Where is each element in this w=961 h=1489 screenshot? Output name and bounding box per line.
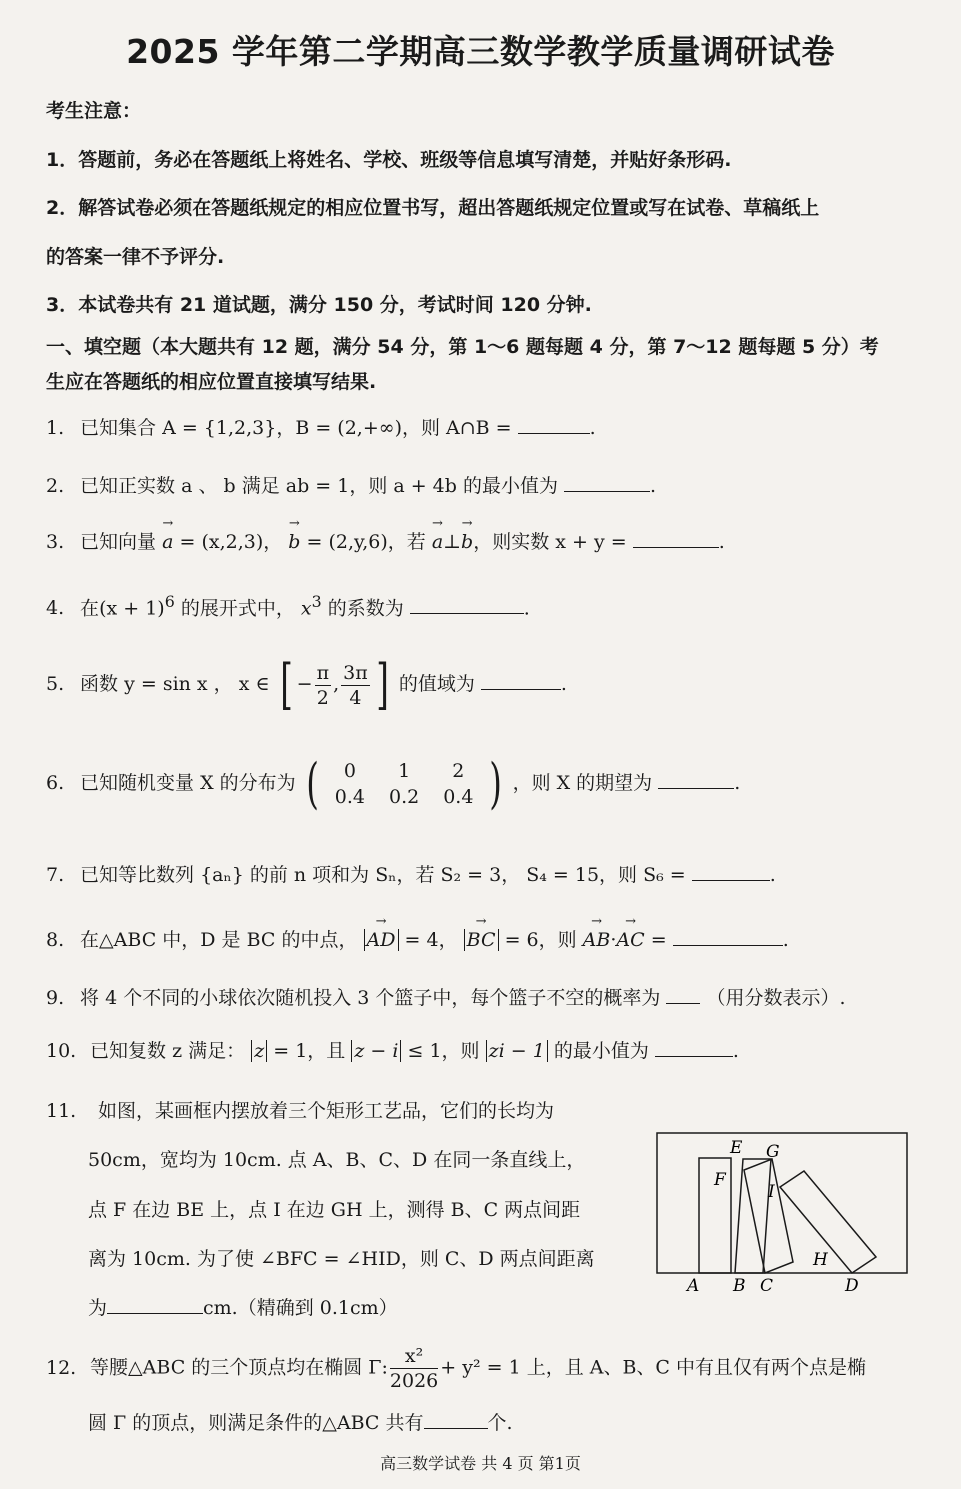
question-6: 6. 已知随机变量 X 的分布为 ( 0 1 2 0.4 0.2 0.4 ) ，则 X 的期望为 . [46, 752, 741, 815]
question-number: 11. [46, 1100, 77, 1122]
answer-blank[interactable] [655, 1038, 733, 1057]
fraction: $\frac{\pi}{2}$ [316, 661, 330, 709]
rectangle-3 [744, 1159, 793, 1273]
answer-blank[interactable] [424, 1410, 488, 1429]
label-I: I [768, 1182, 775, 1202]
question-number: 5. [46, 673, 65, 695]
question-text: 已知集合 A = {1,2,3}，B = (2,+∞)，则 A∩B = [80, 417, 512, 439]
question-text: 已知等比数列 {aₙ} 的前 n 项和为 Sₙ，若 S₂ = 3， S₄ = 15，则 S₆ = [80, 864, 686, 886]
question-number: 3. [46, 531, 65, 553]
question-number: 9. [46, 987, 65, 1009]
fraction: $\frac{\text{x²}}{2026}$ [389, 1345, 439, 1392]
question-11-line5: 为 cm.（精确到 0.1cm） [88, 1297, 398, 1319]
label-B: B [733, 1276, 746, 1296]
question-number: 10. [46, 1040, 77, 1062]
vector-a: → a [162, 531, 173, 553]
page-footer: 高三数学试卷 共 4 页 第1页 [380, 1454, 581, 1473]
question-number: 6. [46, 772, 65, 794]
answer-blank[interactable] [658, 770, 734, 789]
fraction: $\frac{3\pi}{4}$ [343, 661, 368, 709]
answer-blank[interactable] [633, 529, 719, 548]
question-number: 12. [46, 1356, 77, 1379]
label-H: H [813, 1250, 828, 1270]
vector-a: → a [432, 531, 443, 553]
vector-b: → b [461, 531, 473, 553]
question-9: 9. 将 4 个不同的小球依次随机投入 3 个篮子中，每个篮子不空的概率为 （用分数表示）. [46, 987, 846, 1009]
answer-blank[interactable] [564, 473, 650, 492]
question-number: 7. [46, 864, 65, 886]
notice-heading: 考生注意： [46, 100, 142, 122]
label-A: A [687, 1276, 700, 1296]
question-11-line1: 11. 如图，某画框内摆放着三个矩形工艺品，它们的长均为 [46, 1100, 555, 1122]
answer-blank[interactable] [481, 671, 561, 690]
question-12-line1: 12. 等腰△ABC 的三个顶点均在椭圆 Γ: $\frac{\text{x²}}{2026}$ + y² = 1 上，且 A、B、C 中有且仅有两个点是椭 [46, 1345, 867, 1392]
question-text: 已知正实数 a 、 b 满足 ab = 1，则 a + 4b 的最小值为 [80, 475, 558, 497]
question-11-line3: 点 F 在边 BE 上，点 I 在边 GH 上，测得 B、C 两点间距 [88, 1199, 581, 1221]
answer-blank[interactable] [410, 595, 524, 614]
distribution-table: 0 1 2 0.4 0.2 0.4 [334, 760, 474, 808]
question-3: 3. 已知向量 → a = (x,2,3)， → b = (2,y,6)，若 → a⊥→ b，则实数 x + y = . [46, 527, 725, 554]
question-2: 2. 已知正实数 a 、 b 满足 ab = 1，则 a + 4b 的最小值为 . [46, 475, 657, 497]
question-5: 5. 函数 y = sin x ， x ∈ [ − $\frac{\pi}{2}$ , $\frac{3\pi}{4}$ ] 的值域为 . [46, 653, 567, 716]
section-heading-line2: 生应在答题纸的相应位置直接填写结果. [46, 371, 377, 393]
question-number: 2. [46, 475, 65, 497]
question-8: 8. 在△ABC 中，D 是 BC 的中点， → AD = 4， → BC = 6，则 → AB·→ AC = . [46, 925, 789, 952]
notice-item-1: 1．答题前，务必在答题纸上将姓名、学校、班级等信息填写清楚，并贴好条形码. [46, 149, 732, 171]
question-number: 4. [46, 597, 65, 620]
page-title: 2025 学年第二学期高三数学教学质量调研试卷 [126, 32, 835, 71]
answer-blank[interactable] [518, 415, 590, 434]
notice-item-2b: 的答案一律不予评分. [46, 246, 225, 268]
answer-blank[interactable] [692, 862, 770, 881]
section-heading-line1: 一、填空题（本大题共有 12 题，满分 54 分，第 1～6 题每题 4 分，第 7～12 题每题 5 分）考 [46, 336, 879, 358]
frame-border [657, 1133, 907, 1273]
answer-blank[interactable] [666, 985, 700, 1004]
question-4: 4. 在$(x + 1)^6$ 的展开式中， $x^3$ 的系数为 . [46, 592, 530, 620]
question-11-line4: 离为 10cm. 为了使 ∠BFC = ∠HID，则 C、D 两点间距离 [88, 1248, 595, 1270]
question-number: 8. [46, 929, 65, 951]
label-G: G [766, 1142, 780, 1162]
picture-frame-figure [654, 1127, 910, 1307]
notice-item-2a: 2．解答试卷必须在答题纸规定的相应位置书写，超出答题纸规定位置或写在试卷、草稿纸上 [46, 197, 820, 219]
question-7: 7. 已知等比数列 {aₙ} 的前 n 项和为 Sₙ，若 S₂ = 3， S₄ = 15，则 S₆ = . [46, 864, 776, 886]
label-C: C [760, 1276, 774, 1296]
vector-b: → b [288, 531, 300, 553]
label-E: E [730, 1138, 743, 1158]
notice-item-3: 3．本试卷共有 21 道试题，满分 150 分，考试时间 120 分钟. [46, 294, 592, 316]
question-number: 1. [46, 417, 65, 439]
question-12-line2: 圆 Γ 的顶点，则满足条件的△ABC 共有 个. [88, 1412, 513, 1434]
label-D: D [845, 1276, 859, 1296]
question-1: 1. 已知集合 A = {1,2,3}，B = (2,+∞)，则 A∩B = . [46, 417, 596, 439]
question-10: 10. 已知复数 z 满足： z = 1，且 z − i ≤ 1，则 zi − 1 的最小值为 . [46, 1040, 739, 1062]
answer-blank[interactable] [107, 1295, 203, 1314]
question-11-line2: 50cm，宽均为 10cm. 点 A、B、C、D 在同一条直线上， [88, 1149, 586, 1171]
answer-blank[interactable] [673, 927, 783, 946]
rectangle-4 [780, 1171, 876, 1273]
label-F: F [714, 1170, 726, 1190]
